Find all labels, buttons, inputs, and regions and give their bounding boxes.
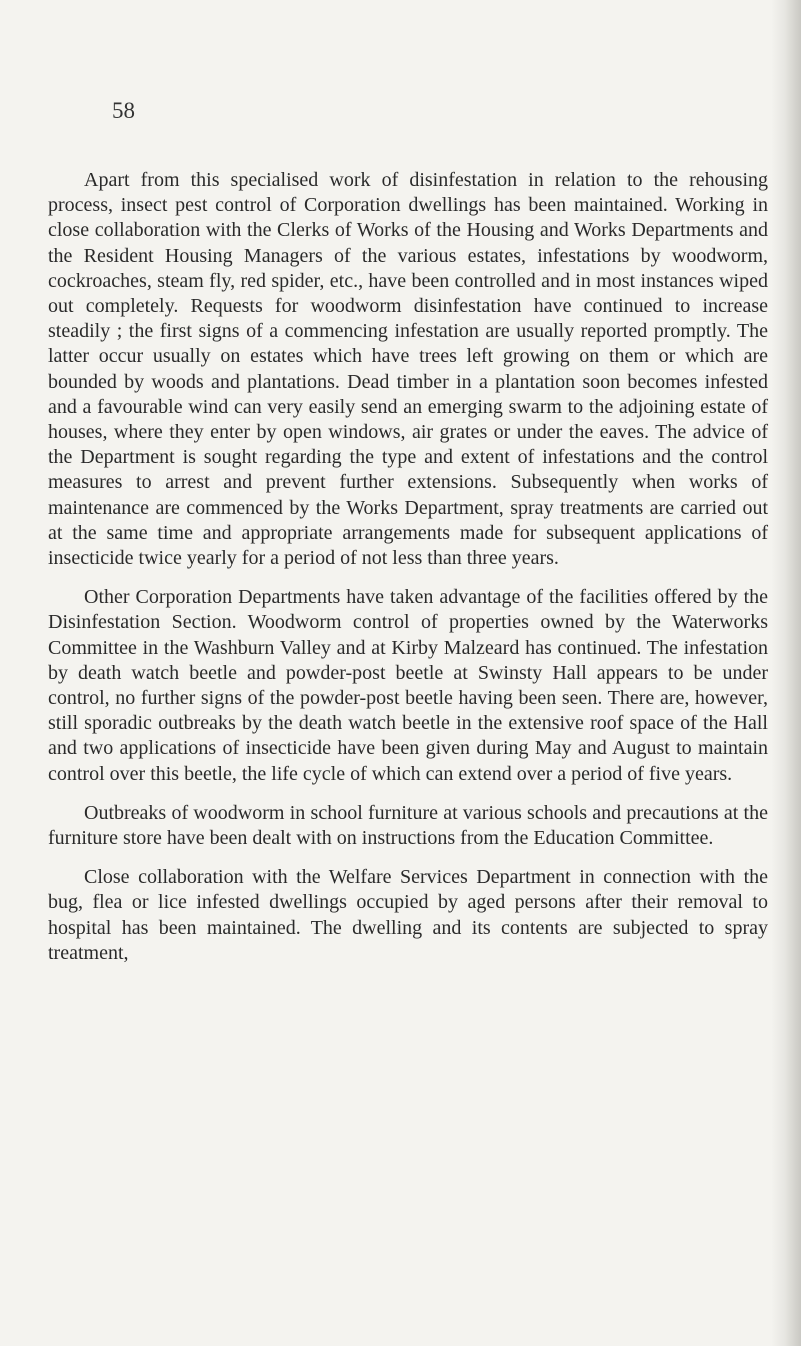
page-number: 58	[112, 98, 135, 123]
paragraph-other-departments: Other Corporation Departments have taken advantage of the facilities offered by the Disinfestation Section. Woodworm control of properties owned by the Waterworks Committee in the Washburn Valley and at Kirby Malzeard has continued. The infestation by death watch beetle and powder-post beetle at Swinsty Hall appears to be under control, no further signs of the powder-post beetle having been seen. There are, however, still sporadic outbreaks by the death watch beetle in the extensive roof space of the Hall and two applications of insecticide have been given during May and August to maintain control over this beetle, the life cycle of which can extend over a period of five years.	[48, 586, 768, 785]
paragraph-school-furniture: Outbreaks of woodworm in school furniture at various schools and precautions at the furniture store have been dealt with on instructions from the Education Committee.	[48, 801, 768, 850]
body-text	[48, 168, 768, 966]
paragraph-welfare-services: Close collaboration with the Welfare Services Department in connection with the bug, flea or lice infested dwellings occupied by aged persons after their removal to hospital has been maintained. The dwelling and its contents are subjected to spray treatment,	[48, 866, 768, 964]
page-edge-shadow	[771, 0, 801, 1346]
paragraph-rehousing-pest-control: Apart from this specialised work of disinfestation in relation to the rehousing process, insect pest control of Corporation dwellings has been maintained. Working in close collaboration with the Clerks of Works of the Housing and Works Departments and the Resident Housing Managers of the various estates, infestations by woodworm, cockroaches, steam fly, red spider, etc., have been controlled and in most instances wiped out completely. Requests for woodworm disinfestation have continued to increase steadily ; the first signs of a commencing infestation are usually reported promptly. The latter occur usually on estates which have trees left growing on them or which are bounded by woods and plantations. Dead timber in a plantation soon becomes infested and a favourable wind can very easily send an emerging swarm to the adjoining estate of houses, where they enter by open windows, air grates or under the eaves. The advice of the Department is sought regarding the type and extent of infestations and the control measures to arrest and prevent further extensions. Subsequently when works of maintenance are commenced by the Works Department, spray treatments are carried out at the same time and appropriate arrangements made for subsequent applications of insecticide twice yearly for a period of not less than three years.	[48, 169, 768, 570]
